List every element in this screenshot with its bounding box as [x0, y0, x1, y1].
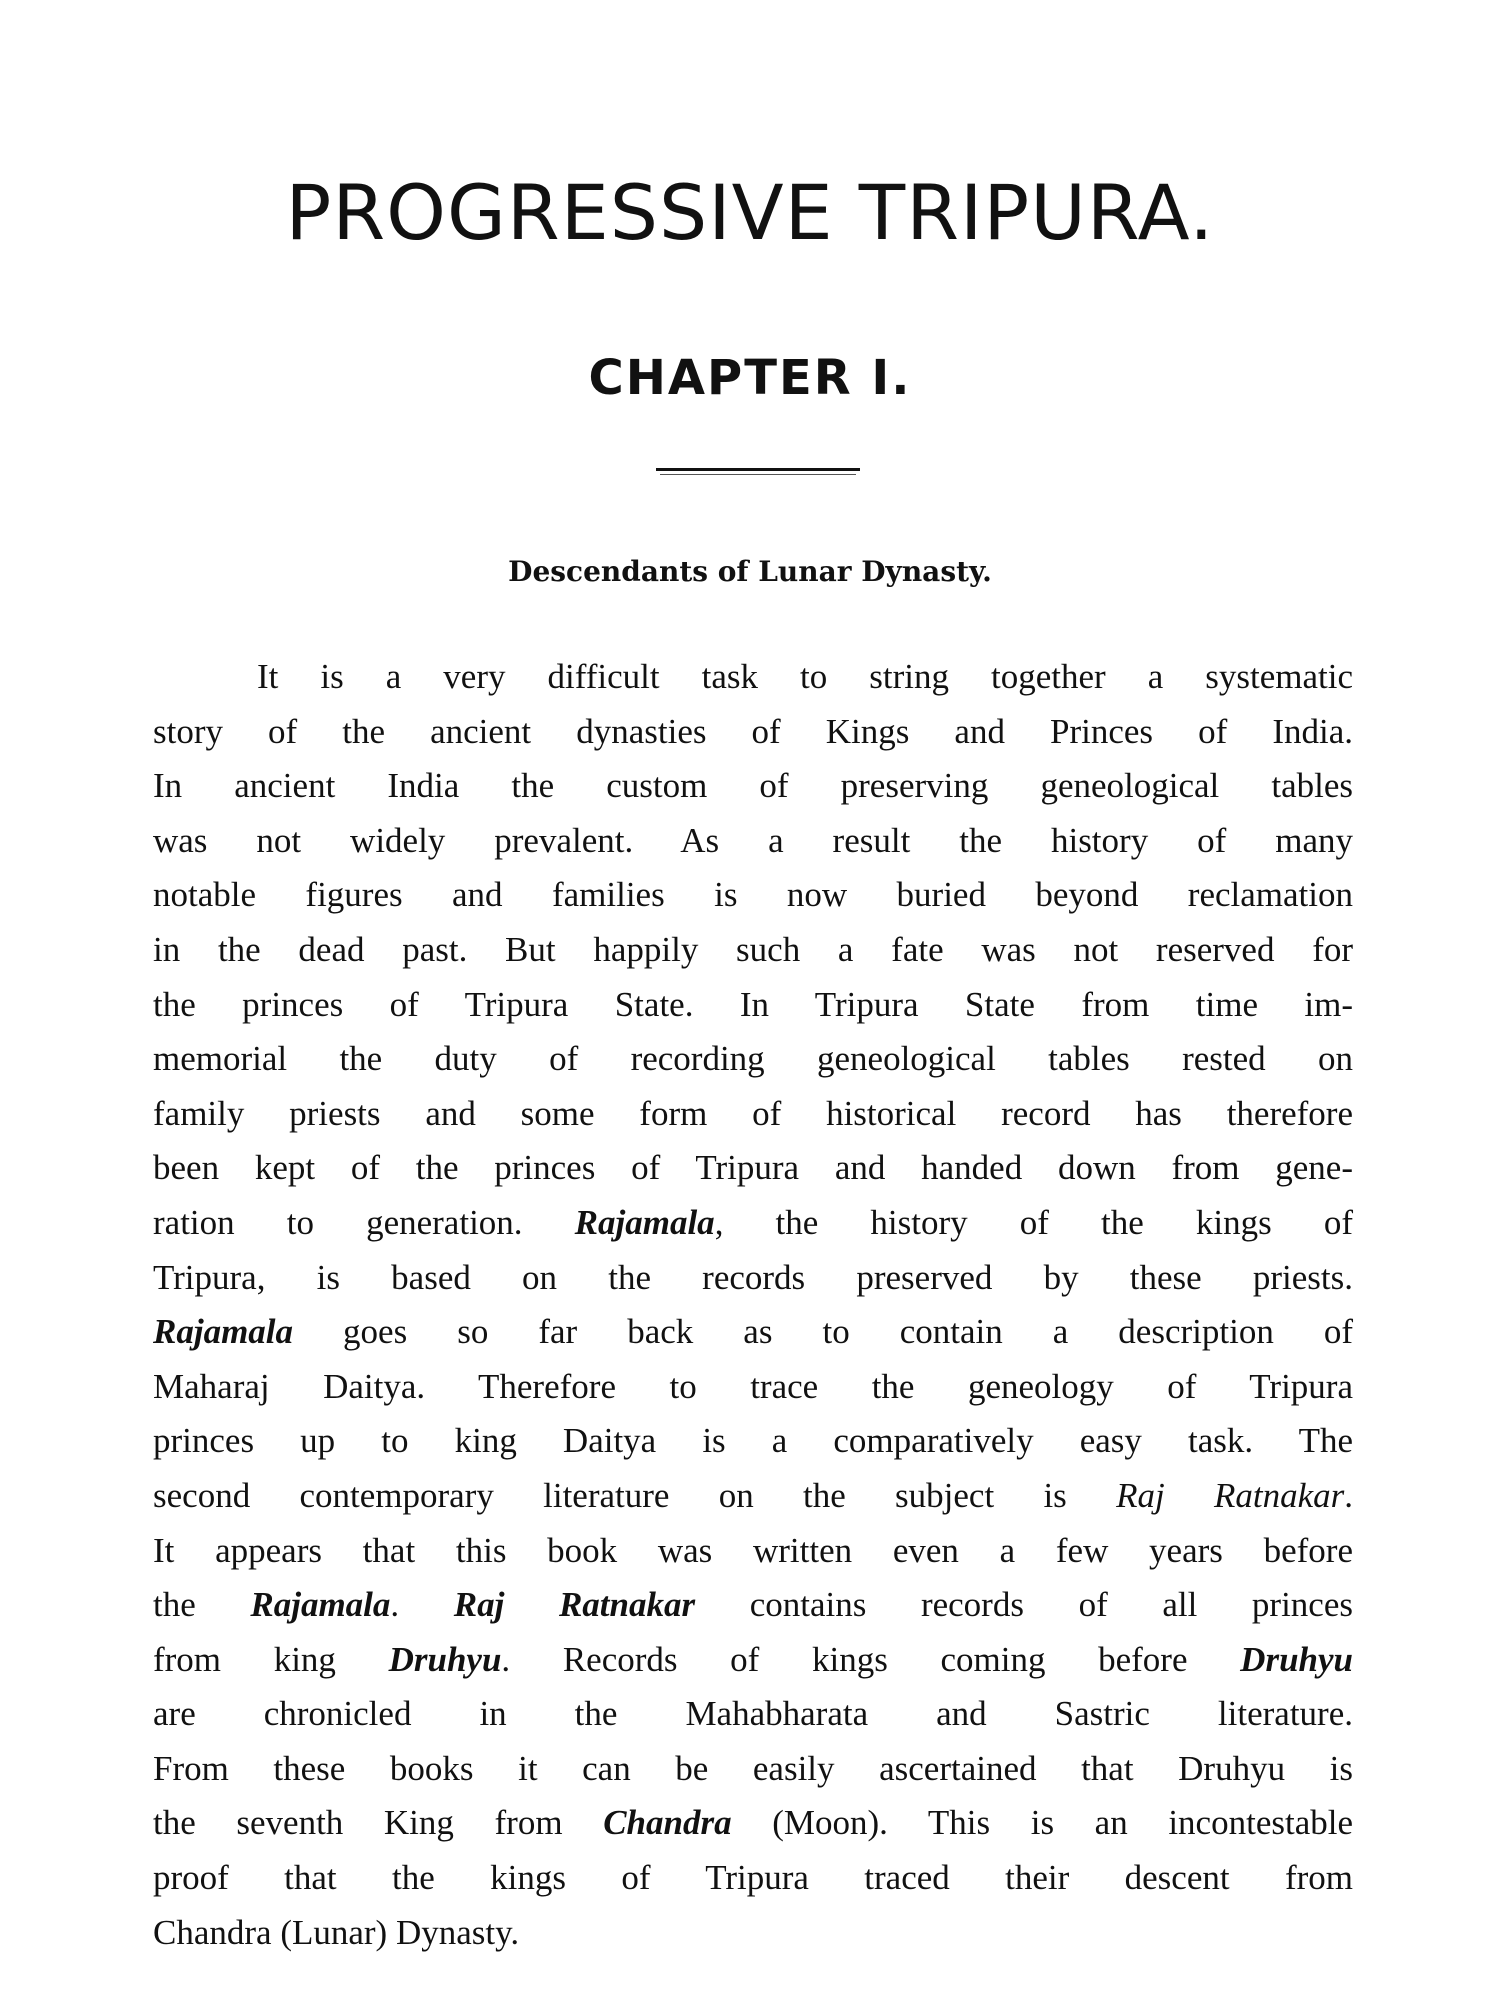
divider-line-thin — [660, 474, 856, 475]
paragraph-line — [153, 1851, 1353, 1906]
text-run: Maharaj Daitya. Therefore to trace the geneology of Tripura — [153, 1366, 1353, 1406]
italic-title-raj-ratnakar: Raj Ratnakar — [453, 1585, 696, 1625]
text-run: are chronicled in the Mahabharata and Sastric literature. — [153, 1694, 1353, 1734]
paragraph-line — [153, 1906, 1353, 1961]
text-run: memorial the duty of recording geneological tables rested on — [153, 1039, 1353, 1079]
text-run: notable figures and families is now buried beyond reclamation — [153, 875, 1353, 915]
paragraph-line — [153, 1032, 1353, 1087]
text-run: princes up to king Daitya is a comparatively easy task. The — [153, 1421, 1353, 1461]
text-run: family priests and some form of historical record has therefore — [153, 1093, 1353, 1133]
chapter-divider-rule — [656, 468, 860, 474]
paragraph-line — [153, 1524, 1353, 1579]
text-run: It is a very difficult task to string together a systematic — [257, 657, 1353, 696]
paragraph-line — [153, 923, 1353, 978]
section-heading: Descendants of Lunar Dynasty. — [508, 555, 992, 588]
body-paragraph — [153, 650, 1353, 1960]
italic-name-druhyu: Druhyu — [388, 1639, 502, 1679]
text-run: second contemporary literature on the subject is — [153, 1475, 1117, 1515]
text-run: In ancient India the custom of preserving geneological tables — [153, 766, 1353, 806]
text-run: . — [1344, 1475, 1353, 1515]
chapter-title: CHAPTER I. — [588, 350, 912, 406]
paragraph-line — [153, 1251, 1353, 1306]
italic-name-druhyu: Druhyu — [1240, 1639, 1353, 1679]
text-run: from king — [153, 1639, 389, 1679]
text-run: ration to generation. — [153, 1202, 575, 1242]
text-run: . — [390, 1585, 454, 1625]
paragraph-line — [153, 1796, 1353, 1851]
italic-title-raj-ratnakar: Raj Ratnakar — [1116, 1475, 1345, 1515]
paragraph-line — [153, 868, 1353, 923]
italic-title-rajamala: Rajamala — [574, 1202, 715, 1242]
text-run: , the history of the kings of — [714, 1202, 1353, 1242]
paragraph-line — [153, 978, 1353, 1033]
paragraph-line — [153, 1196, 1353, 1251]
divider-line-thick — [656, 468, 860, 471]
paragraph-line — [153, 1633, 1353, 1688]
paragraph-line — [153, 1687, 1353, 1742]
paragraph-line — [153, 705, 1353, 760]
text-run: proof that the kings of Tripura traced their descent from — [153, 1858, 1353, 1898]
text-run: the — [153, 1585, 251, 1625]
text-run: story of the ancient dynasties of Kings and Princes of India. — [153, 711, 1353, 751]
paragraph-line — [153, 814, 1353, 869]
paragraph-line — [153, 1141, 1353, 1196]
text-run: contains records of all princes — [695, 1585, 1353, 1625]
text-run: Tripura, is based on the records preserved by these priests. — [153, 1257, 1353, 1297]
text-run: the princes of Tripura State. In Tripura State from time im- — [153, 984, 1353, 1024]
text-run: was not widely prevalent. As a result the history of many — [153, 820, 1353, 860]
text-run: goes so far back as to contain a description of — [293, 1312, 1353, 1352]
paragraph-line — [153, 1578, 1353, 1633]
text-run: been kept of the princes of Tripura and handed down from gene- — [153, 1148, 1353, 1188]
italic-name-chandra: Chandra — [603, 1803, 732, 1843]
text-run: Chandra (Lunar) Dynasty. — [153, 1912, 520, 1952]
paragraph-line — [153, 1469, 1353, 1524]
paragraph-line — [153, 759, 1353, 814]
text-run: the seventh King from — [153, 1803, 604, 1843]
paragraph-line — [153, 1087, 1353, 1142]
text-run: (Moon). This is an incontestable — [731, 1803, 1353, 1843]
italic-title-rajamala: Rajamala — [250, 1585, 391, 1625]
paragraph-line — [153, 1360, 1353, 1415]
paragraph-line — [153, 1305, 1353, 1360]
book-title: PROGRESSIVE TRIPURA. — [285, 168, 1215, 257]
paragraph-line — [153, 650, 1353, 705]
text-run: . Records of kings coming before — [501, 1639, 1241, 1679]
italic-title-rajamala: Rajamala — [153, 1312, 294, 1352]
paragraph-line — [153, 1414, 1353, 1469]
paragraph-line — [153, 1742, 1353, 1797]
text-run: in the dead past. But happily such a fate was not reserved for — [153, 929, 1353, 969]
text-run: It appears that this book was written even a few years before — [153, 1530, 1353, 1570]
text-run: From these books it can be easily ascertained that Druhyu is — [153, 1748, 1353, 1788]
